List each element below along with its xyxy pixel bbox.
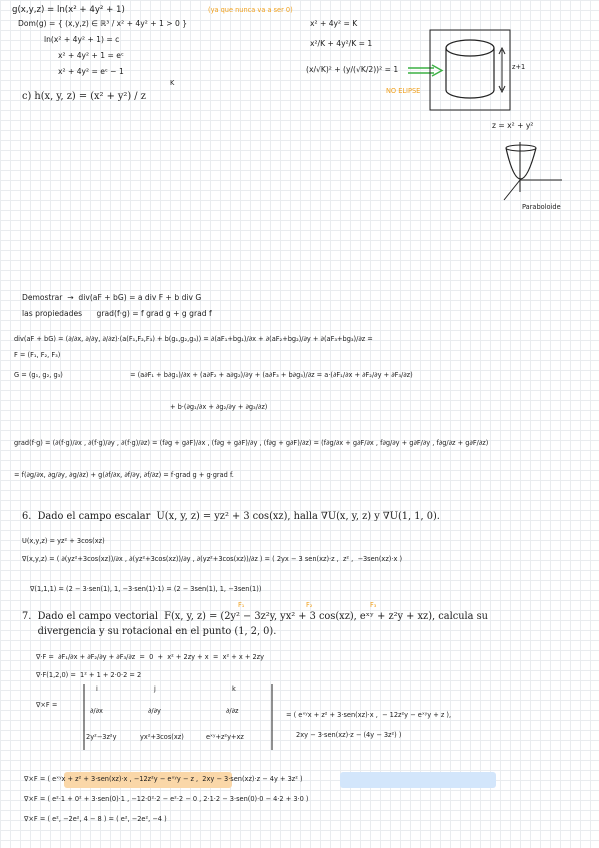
label-F3: F₃ [370,601,377,609]
grad-u: ∇(x,y,z) = ( ∂(yz²+3cos(xz))/∂x , ∂(yz²+3cos(xz))/∂y , ∂(yz²+3cos(xz))/∂z ) = ( 2yx − 3 sen(xz)·z , z² , −3sen(xz)·x ) [22,555,403,563]
demostrar-line-2: las propiedades grad(f·g) = f grad g + g grad f [22,309,212,318]
paraboloid-equation: z = x² + y² [492,121,534,130]
label-F1: F₁ [238,601,245,609]
cylinder-icon [430,30,550,120]
det-dz: ∂/∂z [226,707,239,715]
demostrar-line-1: Demostrar → div(aF + bG) = a div F + b div G [22,293,202,302]
rot-result-1: = ( eˣʸx + z² + 3·sen(xz)·x , − 12z²y − eˣʸy + z ), [286,711,452,719]
F-definition: F = (F₁, F₂, F₃) [14,351,61,359]
det-c2: yx²+3cos(xz) [140,733,184,741]
div-linearity-line-2: = (a∂F₁ + b∂g₁)/∂x + (a∂F₂ + a∂g₂)/∂y + (a∂F₃ + b∂g₃)/∂z = a·(∂F₁/∂x + ∂F₂/∂y + ∂F₃/∂z) [130,371,413,379]
g-domain: Dom(g) = { (x,y,z) ∈ ℝ³ / x² + 4y² + 1 > 0 } [18,19,188,28]
determinant-bar-right [270,684,276,750]
det-j: j [154,685,156,693]
label-F2: F₂ [306,601,313,609]
cylinder-height-label: z+1 [512,63,526,71]
G-definition: G = (g₁, g₂, g₃) [14,371,63,379]
g-note: (ya que nunca va a ser 0) [208,6,293,14]
div-linearity-line-1: div(aF + bG) = (∂/∂x, ∂/∂y, ∂/∂z)·(a(F₁,F₂,F₃) + b(g₁,g₂,g₃)) = ∂(aF₁+bg₁)/∂x + ∂(aF₂+bg₂)/∂y + ∂(aF₃+bg₃)/∂z = [14,335,373,343]
right-eq-1: x² + 4y² = K [310,19,358,28]
div-linearity-line-3: + b·(∂g₁/∂x + ∂g₂/∂y + ∂g₃/∂z) [170,403,268,411]
rot-label: ∇×F = [36,701,58,709]
printed-exercise-6: 6. Dado el campo escalar U(x, y, z) = yz² + 3 cos(xz), halla ∇U(x, y, z) y ∇U(1, 1, 0). [22,511,440,522]
rot-final-line-1: ∇×F = ( eˣʸx + z² + 3·sen(xz)·x , −12z²y − eˣʸy − z , 2xy − 3·sen(xz)·z − 4y + 3z² ) [24,775,303,783]
paraboloid-sketch-icon [498,140,568,210]
grad-u-value: ∇(1,1,1) = (2 − 3·sen(1), 1, −3·sen(1)·1) = (2 − 3sen(1), 1, −3sen(1)) [30,585,262,593]
det-k: k [232,685,236,693]
div-F: ∇·F = ∂F₁/∂x + ∂F₂/∂y + ∂F₃/∂z = 0 + x² + 2zy + x = x² + x + 2zy [36,653,265,661]
u-definition: U(x,y,z) = yz² + 3cos(xz) [22,537,105,545]
det-dy: ∂/∂y [148,707,161,715]
printed-exercise-7-line-2: divergencia y su rotacional en el punto (1, 2, 0). [22,626,277,637]
grad-product-line-2: = f(∂g/∂x, ∂g/∂y, ∂g/∂z) + g(∂f/∂x, ∂f/∂y, ∂f/∂z) = f·grad g + g·grad f. [14,471,234,479]
det-c1: 2y²−3z²y [86,733,117,741]
div-F-value: ∇·F(1,2,0) = 1² + 1 + 2·0·2 = 2 [36,671,142,679]
rot-final-line-3: ∇×F = ( e², −2e², 4 − 8 ) = ( e², −2e², −4 ) [24,815,167,823]
rot-final-line-2: ∇×F = ( e²·1 + 0² + 3·sen(0)·1 , −12·0²·2 − e²·2 − 0 , 2·1·2 − 3·sen(0)·0 − 4·2 + 3·0 ) [24,795,309,803]
level-eq-1: ln(x² + 4y² + 1) = c [44,35,120,44]
printed-exercise-c: c) h(x, y, z) = (x² + y²) / z [22,91,146,102]
g-definition: g(x,y,z) = ln(x² + 4y² + 1) [12,5,125,15]
level-eq-denominator: K [170,79,175,87]
det-i: i [96,685,98,693]
highlight-blue [340,772,496,788]
printed-exercise-7-line-1: 7. Dado el campo vectorial F(x, y, z) = (2y² − 3z²y, yx² + 3 cos(xz), eˣʸ + z²y + xz), calcula su [22,611,488,622]
ellipse-label: NO ELIPSE [386,87,421,95]
right-eq-2: x²/K + 4y²/K = 1 [310,39,373,48]
det-c3: eˣʸ+z²y+xz [206,733,244,741]
level-eq-3: x² + 4y² = eᶜ − 1 [58,67,124,76]
right-eq-3: (x/√K)² + (y/(√K/2))² = 1 [306,65,399,74]
det-dx: ∂/∂x [90,707,103,715]
grad-product-line-1: grad(f·g) = (∂(f·g)/∂x , ∂(f·g)/∂y , ∂(f·g)/∂z) = (f∂g + g∂F)/∂x , (f∂g + g∂F)/∂y , (f∂g + g∂F)/∂z) = (f∂g/∂x + g∂F/∂x , f∂g/∂y + g∂F/∂y , f∂g/∂z + g∂F/∂z) [14,439,489,447]
rot-result-2: 2xy − 3·sen(xz)·z − (4y − 3z²) ) [296,731,402,739]
paraboloid-label: Paraboloide [522,203,561,211]
level-eq-2: x² + 4y² + 1 = eᶜ [58,51,124,60]
